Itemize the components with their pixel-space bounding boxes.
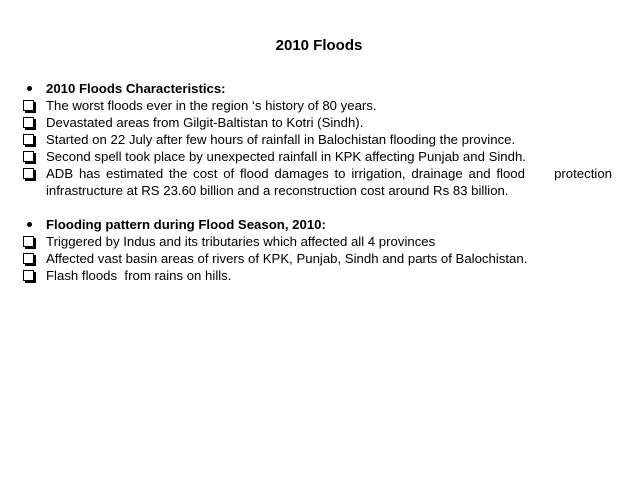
checkbox-bullet-icon xyxy=(22,267,46,284)
list-item xyxy=(22,250,612,267)
list-item-text: Affected vast basin areas of rivers of KPK, Punjab, Sindh and parts of Balochistan. xyxy=(46,251,528,266)
bullet-dot-icon xyxy=(22,80,46,97)
section-heading xyxy=(22,80,612,97)
section-flooding-pattern xyxy=(22,216,612,284)
list-item-text: The worst floods ever in the region ‘s history of 80 years. xyxy=(46,98,377,113)
checkbox-bullet-icon xyxy=(22,97,46,114)
slide-title: 2010 Floods xyxy=(275,37,363,54)
checkbox-bullet-icon xyxy=(22,131,46,148)
list-item-text: Devastated areas from Gilgit-Baltistan to Kotri (Sindh). xyxy=(46,115,364,130)
list-item xyxy=(22,148,612,165)
list-item xyxy=(22,131,612,148)
checkbox-bullet-icon xyxy=(22,148,46,165)
bullet-dot-icon xyxy=(22,216,46,233)
checkbox-bullet-icon xyxy=(22,250,46,267)
checkbox-bullet-icon xyxy=(22,233,46,250)
section-heading-text: 2010 Floods Characteristics: xyxy=(46,81,226,96)
section-heading xyxy=(22,216,612,233)
list-item xyxy=(22,165,616,199)
list-item xyxy=(22,97,612,114)
checkbox-bullet-icon xyxy=(22,165,46,182)
section-flood-characteristics xyxy=(22,80,616,199)
slide-content xyxy=(22,80,616,284)
list-item xyxy=(22,267,612,284)
list-item-text: Triggered by Indus and its tributaries which affected all 4 provinces xyxy=(46,234,436,249)
section-heading-text: Flooding pattern during Flood Season, 2010: xyxy=(46,217,326,232)
list-item-text: Flash floods from rains on hills. xyxy=(46,268,232,283)
checkbox-bullet-icon xyxy=(22,114,46,131)
list-item-text: ADB has estimated the cost of flood damages to irrigation, drainage and flood protection infrastructure at RS 23.60 billion and a reconstruction cost around Rs 83 billion. xyxy=(46,166,616,198)
list-item xyxy=(22,114,612,131)
list-item xyxy=(22,233,612,250)
list-item-text: Started on 22 July after few hours of rainfall in Balochistan flooding the province. xyxy=(46,132,516,147)
list-item-text: Second spell took place by unexpected rainfall in KPK affecting Punjab and Sindh. xyxy=(46,149,526,164)
